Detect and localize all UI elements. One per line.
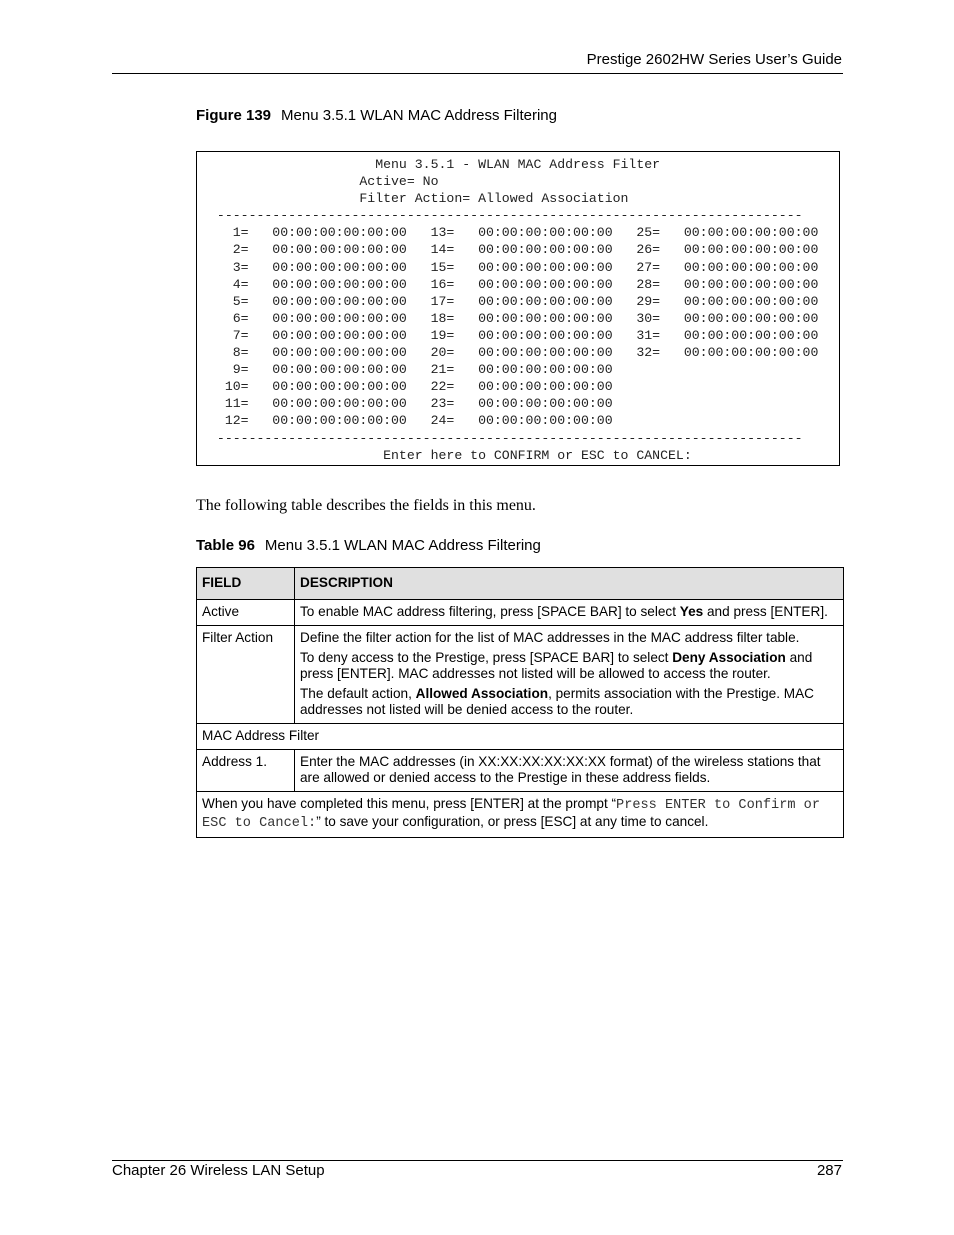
table-title: Menu 3.5.1 WLAN MAC Address Filtering (264, 537, 541, 554)
terminal-text: Menu 3.5.1 - WLAN MAC Address Filter Active= No Filter Action= Allowed Association -------------------------------------------------------------------------- 1= 00:00:00:00:00:00 13= 00:00:00:00:00:00 25= 00:00:00:00:00:00 2= 00:00:00:00:00:00 14= 00:00:00:00:00:00 26= 00:00:00:00:00:00 3= 00:00:00:00:00:00 15= 00:00:00:00:00:00 27= 00:00:00:00:00:00 4= 00:00:00:00:00:00 16= 00:00:00:00:00:00 28= 00:00:00:00:00:00 5= 00:00:00:00:00:00 17= 00:00:00:00:00:00 29= 00:00:00:00:00:00 6= 00:00:00:00:00:00 18= 00:00:00:00:00:00 30= 00:00:00:00:00:00 7= 00:00:00:00:00:00 19= 00:00:00:00:00:00 31= 00:00:00:00:00:00 8= 00:00:00:00:00:00 20= 00:00:00:00:00:00 32= 00:00:00:00:00:00 9= 00:00:00:00:00:00 21= 00:00:00:00:00:00 10= 00:00:00:00:00:00 22= 00:00:00:00:00:00 11= 00:00:00:00:00:00 23= 00:00:00:00:00:00 12= 00:00:00:00:00:00 24= 00:00:00:00:00:00 -------------------------------------------------------------------------- Enter here to CONFIRM or ESC to CANCEL: (216, 157, 819, 463)
table-section-row (197, 724, 844, 750)
figure-title: Menu 3.5.1 WLAN MAC Address Filtering (281, 107, 557, 124)
footer-chapter: Chapter 26 Wireless LAN Setup (112, 1162, 325, 1179)
col-description-header: DESCRIPTION (295, 568, 844, 600)
field-cell: Active (197, 600, 295, 626)
table-caption (196, 537, 541, 554)
description-cell: Define the filter action for the list of MAC addresses in the MAC address filter table. To deny access to the Prestige, press [SPACE BAR] to select Deny Association and press [ENTER]. MAC addresses not listed will be allowed to access the router. The default action, Allowed Association, permits association with the Prestige. MAC addresses not listed will be denied access to the router. (295, 626, 844, 724)
field-cell: Filter Action (197, 626, 295, 724)
col-field-header: FIELD (197, 568, 295, 600)
terminal-screen (196, 151, 840, 466)
table-row (197, 600, 844, 626)
figure-caption (196, 107, 557, 124)
field-description-table (196, 567, 844, 838)
running-header: Prestige 2602HW Series User’s Guide (586, 51, 842, 68)
description-cell: To enable MAC address filtering, press [SPACE BAR] to select Yes and press [ENTER]. (295, 600, 844, 626)
section-cell: MAC Address Filter (197, 724, 844, 750)
field-cell: Address 1. (197, 750, 295, 792)
header-rule (112, 73, 843, 74)
footer-note-cell: When you have completed this menu, press [ENTER] at the prompt “Press ENTER to Confirm or ESC to Cancel:” to save your configuration, or press [ESC] at any time to cancel. (197, 792, 844, 838)
table-row (197, 750, 844, 792)
footer-rule (112, 1160, 843, 1161)
intro-paragraph: The following table describes the fields in this menu. (196, 497, 536, 514)
table-header-row (197, 568, 844, 600)
table-label: Table 96 (196, 537, 255, 554)
table-row (197, 626, 844, 724)
figure-label: Figure 139 (196, 107, 272, 124)
page-number: 287 (816, 1162, 842, 1179)
table-footer-row (197, 792, 844, 838)
description-cell: Enter the MAC addresses (in XX:XX:XX:XX:XX:XX format) of the wireless stations that are allowed or denied access to the Prestige in these address fields. (295, 750, 844, 792)
